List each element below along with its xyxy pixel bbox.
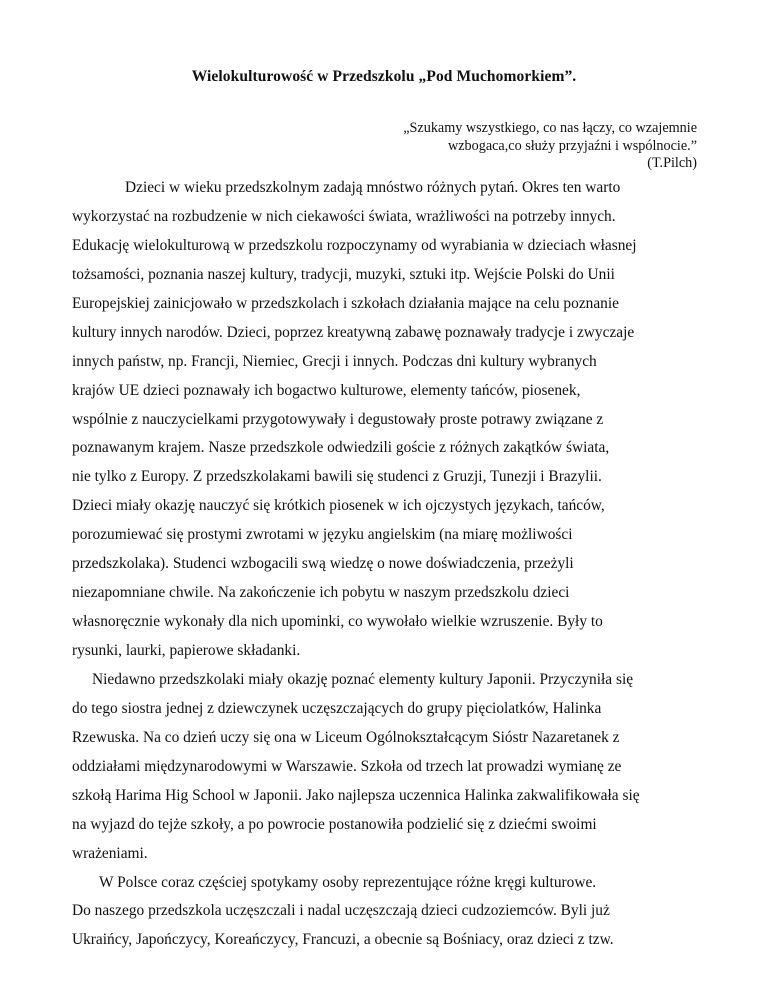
epigraph-line: wzbogaca,co służy przyjaźni i wspólnocie.” xyxy=(448,137,697,154)
body-line: Europejskiej zainicjowało w przedszkolach i szkołach działania mające na celu poznanie xyxy=(72,294,619,312)
body-line: własnoręcznie wykonały dla nich upominki, co wywołało wielkie wzruszenie. Były to xyxy=(72,613,603,631)
body-line: Dzieci miały okazję nauczyć się krótkich piosenek w ich ojczystych językach, tańców, xyxy=(72,497,605,515)
body-line: kultury innych narodów. Dzieci, poprzez kreatywną zabawę poznawały tradycje i zwyczaje xyxy=(72,323,635,341)
body-line: niezapomniane chwile. Na zakończenie ich pobytu w naszym przedszkolu dzieci xyxy=(72,584,570,602)
body-line: krajów UE dzieci poznawały ich bogactwo kulturowe, elementy tańców, piosenek, xyxy=(72,381,581,399)
body-line: Dzieci w wieku przedszkolnym zadają mnóstwo różnych pytań. Okres ten warto xyxy=(125,179,621,196)
body-line: Niedawno przedszkolaki miały okazję poznać elementy kultury Japonii. Przyczyniła się xyxy=(92,670,634,688)
body-line: Rzewuska. Na co dzień uczy się ona w Liceum Ogólnokształcącym Sióstr Nazaretanek z xyxy=(72,728,620,746)
body-line: porozumiewać się prostymi zwrotami w języku angielskim (na miarę możliwości xyxy=(72,526,573,544)
body-line: Ukraińcy, Japończycy, Koreańczycy, Francuzi, a obecnie są Bośniacy, oraz dzieci z tzw. xyxy=(72,931,614,949)
body-line: na wyjazd do tejże szkoły, a po powrocie postanowiła podzielić się z dziećmi swoimi xyxy=(72,815,597,833)
body-line: innych państw, np. Francji, Niemiec, Grecji i innych. Podczas dni kultury wybranych xyxy=(72,352,597,370)
epigraph-line: „Szukamy wszystkiego, co nas łączy, co wzajemnie xyxy=(403,120,697,136)
body-line: rysunki, laurki, papierowe składanki. xyxy=(72,642,301,659)
body-text xyxy=(72,174,715,955)
body-line: wykorzystać na rozbudzenie w nich ciekawości świata, wrażliwości na potrzeby innych. xyxy=(72,207,616,225)
body-line: tożsamości, poznania naszej kultury, tradycji, muzyki, sztuki itp. Wejście Polski do Unii xyxy=(72,265,615,283)
body-line: poznawanym krajem. Nasze przedszkole odwiedzili goście z różnych zakątków świata, xyxy=(72,439,610,457)
body-line: nie tylko z Europy. Z przedszkolakami bawili się studenci z Gruzji, Tunezji i Brazylii. xyxy=(72,468,602,486)
body-line: oddziałami międzynarodowymi w Warszawie. Szkoła od trzech lat prowadzi wymianę ze xyxy=(72,757,622,775)
body-line: Do naszego przedszkola uczęszczali i nadal uczęszczają dzieci cudzoziemców. Byli już xyxy=(72,902,610,920)
body-line: do tego siostra jednej z dziewczynek uczęszczających do grupy pięciolatków, Halinka xyxy=(72,699,602,717)
body-line: przedszkolaka). Studenci wzbogacili swą wiedzę o nowe doświadczenia, przeżyli xyxy=(72,555,574,573)
epigraph xyxy=(277,120,697,173)
document-title: Wielokulturowość w Przedszkolu „Pod Muchomorkiem”. xyxy=(191,68,577,85)
body-line: wrażeniami. xyxy=(72,844,148,862)
epigraph-author: (T.Pilch) xyxy=(647,155,697,171)
body-line: W Polsce coraz częściej spotykamy osoby reprezentujące różne kręgi kulturowe. xyxy=(99,873,597,891)
body-line: wspólnie z nauczycielkami przygotowywały i degustowały proste potrawy związane z xyxy=(72,410,604,428)
body-line: Edukację wielokulturową w przedszkolu rozpoczynamy od wyrabiania w dzieciach własnej xyxy=(72,236,637,254)
body-line: szkołą Harima Hig School w Japonii. Jako najlepsza uczennica Halinka zakwalifikowała się xyxy=(72,786,640,804)
